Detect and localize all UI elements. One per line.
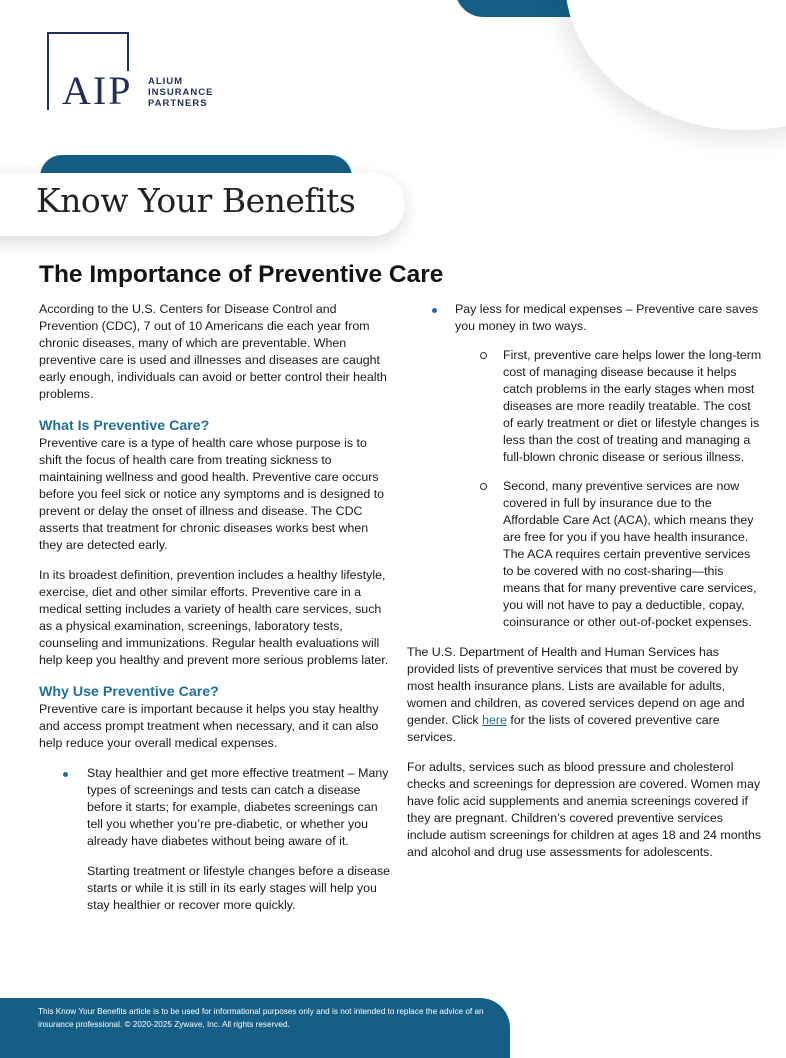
bullet-continuation: Starting treatment or lifestyle changes before a disease starts or while it is still in its early stages will help you stay healthier or recover more quickly. <box>87 864 391 912</box>
here-link[interactable]: here <box>482 713 507 727</box>
hhs-text-end: for the lists of covered preventive care services. <box>407 713 720 744</box>
header-decor-arc <box>565 0 786 130</box>
left-column <box>39 301 392 914</box>
banner-title: Know Your Benefits <box>36 181 356 220</box>
logo-line-2: INSURANCE <box>148 87 214 98</box>
intro-paragraph: According to the U.S. Centers for Disease Control and Prevention (CDC), 7 out of 10 Americans die each year from chronic diseases, many of which are preventable. When preventive care is used and illnesses and diseases are caught early enough, individuals can avoid or better control their health problems. <box>39 302 387 401</box>
logo-line-1: ALIUM <box>148 76 184 87</box>
company-logo: AIP <box>62 71 136 111</box>
sub-text-second: Second, many preventive services are now covered in full by insurance due to the Affordable Care Act (ACA), which means they are free for you if you have health insurance. The ACA requires certain preventive services to be covered with no cost-sharing—this means that for many preventive care services, you will not have to pay a deductible, copay, coinsurance or other out-of-pocket expenses. <box>503 479 757 629</box>
sub-list-item <box>407 347 763 466</box>
bullet-text-pay-less: Pay less for medical expenses – Preventive care saves you money in two ways. <box>455 302 759 333</box>
circle-bullet-icon <box>480 483 487 490</box>
bullet-icon <box>63 772 68 777</box>
logo-line-3: PARTNERS <box>148 98 208 109</box>
hhs-paragraph <box>407 644 763 746</box>
right-column <box>407 301 763 861</box>
section-heading-what: What Is Preventive Care? <box>39 418 210 434</box>
what-paragraph-1: Preventive care is a type of health care whose purpose is to shift the focus of health care from treating sickness to maintaining wellness and good health. Preventive care occurs before you feel sick or notice any symptoms and is designed to prevent or delay the onset of illness and disease. The CDC asserts that treatment for chronic diseases works best when they are detected early. <box>39 436 385 552</box>
bullet-icon <box>432 308 437 313</box>
adults-paragraph: For adults, services such as blood pressure and cholesterol checks and screenings for depression are covered. Women may have folic acid supplements and anemia screenings covered if they are pregnant. Children’s covered preventive services include autism screenings for children at ages 18 and 24 months and alcohol and drug use assessments for adolescents. <box>407 760 762 859</box>
article-title: The Importance of Preventive Care <box>39 261 444 288</box>
hhs-text-start: The U.S. Department of Health and Human Services has provided lists of preventive services that must be covered by most health insurance plans. Lists are available for adults, women and children, as covered services depend on age and gender. Click <box>407 645 745 727</box>
sub-text-first: First, preventive care helps lower the long-term cost of managing disease because it helps catch problems in the early stages when most diseases are more readily treatable. The cost of early treatment or diet or lifestyle changes is less than the cost of treating and managing a full-blown chronic disease or serious illness. <box>503 348 762 464</box>
why-paragraph: Preventive care is important because it helps you stay healthy and access prompt treatment when necessary, and it can also help reduce your overall medical expenses. <box>39 702 379 750</box>
bullet-text-healthier: Stay healthier and get more effective treatment – Many types of screenings and tests can catch a disease before it starts; for example, diabetes screenings can tell you whether you’re pre-diabetic, or whether you already have diabetes without being aware of it. <box>87 766 389 848</box>
sub-list-item <box>407 478 763 631</box>
company-logo-name <box>148 76 213 109</box>
what-paragraph-2: In its broadest definition, prevention includes a healthy lifestyle, exercise, diet and other similar efforts. Preventive care in a medical setting includes a variety of health care services, such as a physical examination, screenings, laboratory tests, counseling and immunizations. Regular health evaluations will help keep you healthy and prevent more serious problems later. <box>39 568 389 667</box>
list-item <box>39 765 392 850</box>
circle-bullet-icon <box>480 352 487 359</box>
section-heading-why: Why Use Preventive Care? <box>39 684 219 700</box>
footer-disclaimer: This Know Your Benefits article is to be used for informational purposes only and is not intended to replace the advice of an insurance professional. © 2020-2025 Zywave, Inc. All rights reserved. <box>38 1007 484 1029</box>
list-item <box>407 301 763 335</box>
